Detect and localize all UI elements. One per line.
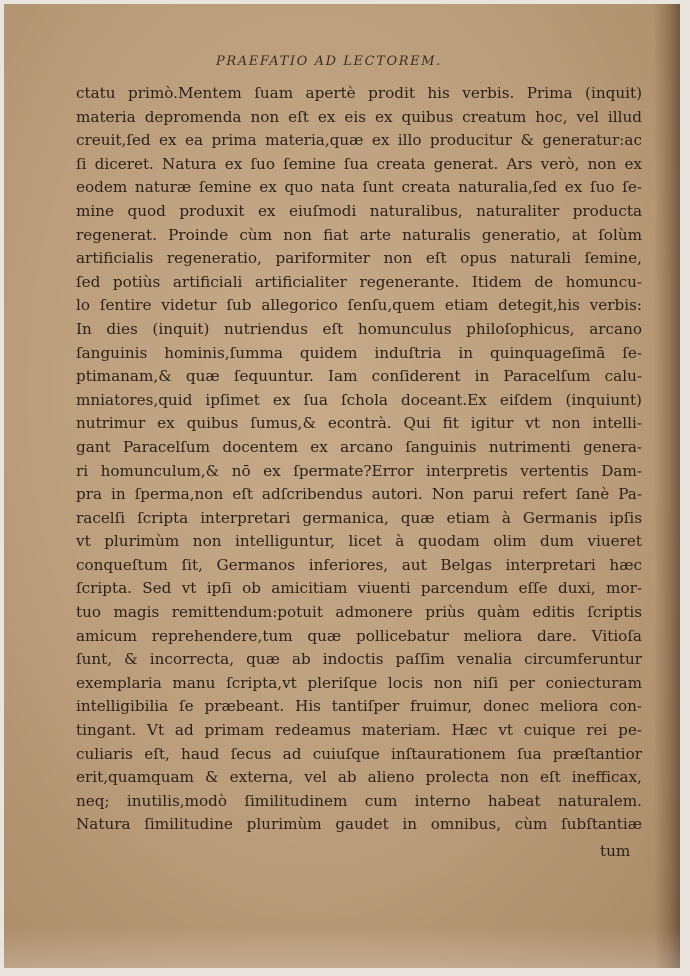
text-line: culiaris eſt, haud ſecus ad cuiuſque inſtaurationem ſua præſtantior (76, 744, 642, 763)
text-line: lo ſentire videtur ſub allegorico ſenſu,quem etiam detegit,his verbis: (76, 296, 642, 315)
text-line: vt plurimùm non intelliguntur, licet à quodam olim dum viueret (76, 532, 642, 551)
text-line: ſanguinis hominis,ſumma quidem induſtria in quinquageſimā ſe- (76, 343, 642, 362)
text-line: ſcripta. Sed vt ipſi ob amicitiam viuenti parcendum eſſe duxi, mor- (76, 579, 642, 598)
text-line: erit,quamquam & externa, vel ab alieno prolecta non eſt inefficax, (76, 768, 642, 787)
text-line: regenerat. Proinde cùm non fiat arte naturalis generatio, at ſolùm (76, 225, 642, 244)
text-line: ſed potiùs artificiali artificialiter regenerante. Itidem de homuncu- (76, 272, 642, 291)
text-line: conqueſtum ſit, Germanos inferiores, aut Belgas interpretari hæc (76, 555, 642, 574)
text-line: racelſi ſcripta interpretari germanica, quæ etiam à Germanis ipſis (76, 508, 642, 527)
text-line: mniatores,quid ipſimet ex ſua ſchola doceant.Ex eiſdem (inquiunt) (76, 390, 642, 409)
page-gutter-shadow (654, 4, 680, 968)
text-line: artificialis regeneratio, pariformiter non eſt opus naturali ſemine, (76, 249, 642, 268)
catchword: tum (600, 842, 631, 860)
text-line: neq; inutilis,modò ſimilitudinem cum interno habeat naturalem. (76, 791, 642, 810)
text-line: tuo magis remittendum:potuit admonere priùs quàm editis ſcriptis (76, 603, 642, 622)
text-line: Natura ſimilitudine plurimùm gaudet in omnibus, cùm ſubſtantiæ (76, 815, 642, 834)
text-line: gant Paracelſum docentem ex arcano ſanguinis nutrimenti genera- (76, 437, 642, 456)
running-head: PRAEFATIO AD LECTOREM. (216, 54, 442, 69)
text-line: nutrimur ex quibus ſumus,& econtrà. Qui fit igitur vt non intelli- (76, 414, 642, 433)
text-line: materia depromenda non eſt ex eis ex quibus creatum hoc, vel illud (76, 107, 642, 126)
text-line: eodem naturæ ſemine ex quo nata ſunt creata naturalia,ſed ex ſuo ſe- (76, 178, 642, 197)
text-line: intelligibilia ſe præbeant. His tantiſper fruimur, donec meliora con- (76, 697, 642, 716)
text-line: In dies (inquit) nutriendus eſt homunculus philoſophicus, arcano (76, 319, 642, 338)
text-line: ptimanam,& quæ ſequuntur. Iam conſiderent in Paracelſum calu- (76, 367, 642, 386)
book-page (4, 4, 680, 968)
text-line: ſi diceret. Natura ex ſuo ſemine ſua creata generat. Ars verò, non ex (76, 154, 642, 173)
text-line: amicum reprehendere,tum quæ pollicebatur meliora dare. Vitioſa (76, 626, 642, 645)
body-text (76, 82, 642, 837)
page-bottom-edge (4, 928, 680, 968)
text-line: ctatu primò.Mentem ſuam apertè prodit his verbis. Prima (inquit) (76, 84, 642, 102)
text-line: ſunt, & incorrecta, quæ ab indoctis paſſim venalia circumferuntur (76, 650, 642, 669)
text-line: ri homunculum,& nō ex ſpermate?Error interpretis vertentis Dam- (76, 461, 642, 480)
text-line: pra in ſperma,non eſt adſcribendus autori. Non parui refert ſanè Pa- (76, 485, 642, 504)
text-line: exemplaria manu ſcripta,vt pleriſque locis non niſi per coniecturam (76, 673, 642, 692)
text-line: mine quod produxit ex eiuſmodi naturalibus, naturaliter producta (76, 201, 642, 220)
text-line: tingant. Vt ad primam redeamus materiam. Hæc vt cuique rei pe- (76, 721, 642, 740)
text-line: creuit,ſed ex ea prima materia,quæ ex illo producitur & generatur:ac (76, 131, 642, 150)
